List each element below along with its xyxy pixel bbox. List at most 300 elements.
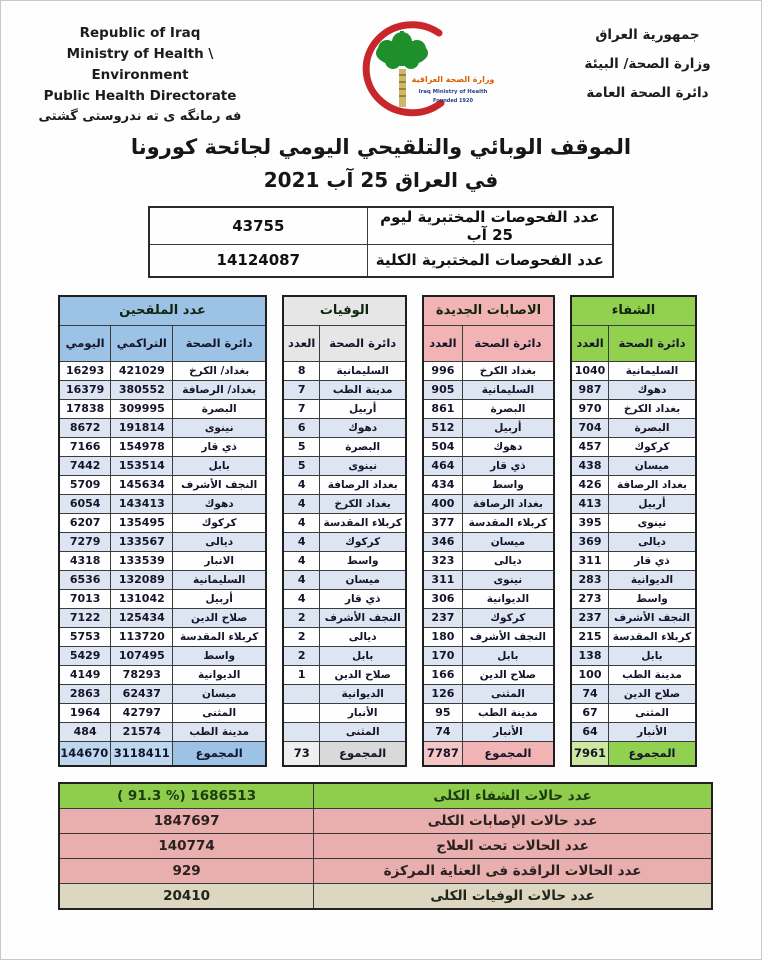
column-header: اليومي [59, 325, 111, 361]
directorate-cell: بغداد الكرخ [320, 494, 406, 513]
table-row [283, 722, 406, 741]
summary-value: 140774 [59, 833, 314, 858]
directorate-cell: ديالى [173, 532, 266, 551]
table-row [59, 703, 266, 722]
table-row [423, 589, 554, 608]
table-row [59, 570, 266, 589]
table-row [423, 437, 554, 456]
value-cell: 237 [423, 608, 462, 627]
value-cell: 369 [571, 532, 609, 551]
directorate-cell: بغداد الكرخ [462, 361, 554, 380]
value-cell: 42797 [111, 703, 173, 722]
directorate-cell: بابل [320, 646, 406, 665]
value-cell: 7442 [59, 456, 111, 475]
summary-value: ( 91.3 %) 1686513 [59, 783, 314, 809]
tests-value: 43755 [149, 207, 367, 245]
value-cell: 323 [423, 551, 462, 570]
table-row [283, 475, 406, 494]
table-row [283, 684, 406, 703]
total-label: المجموع [609, 741, 697, 766]
directorate-cell: بغداد الرصافة [320, 475, 406, 494]
directorate-cell: ديالى [320, 627, 406, 646]
value-cell: 135495 [111, 513, 173, 532]
table-row [59, 494, 266, 513]
directorate-cell: أربيل [173, 589, 266, 608]
directorate-cell: كركوك [173, 513, 266, 532]
table-row [423, 456, 554, 475]
directorate-cell: كركوك [462, 608, 554, 627]
table-row [423, 475, 554, 494]
total-row [59, 741, 266, 766]
total-row [423, 741, 554, 766]
table-row [571, 380, 696, 399]
summary-value: 20410 [59, 883, 314, 909]
value-cell: 426 [571, 475, 609, 494]
value-cell: 413 [571, 494, 609, 513]
value-cell: 5 [283, 437, 320, 456]
directorate-cell: كركوك [609, 437, 697, 456]
directorate-cell: النجف الأشرف [462, 627, 554, 646]
directorate-cell: ديالى [609, 532, 697, 551]
column-header: العدد [283, 325, 320, 361]
value-cell: 421029 [111, 361, 173, 380]
value-cell: 125434 [111, 608, 173, 627]
table-row [423, 627, 554, 646]
directorate-cell: كربلاء المقدسة [462, 513, 554, 532]
total-value: 73 [283, 741, 320, 766]
table-row [423, 665, 554, 684]
value-cell: 905 [423, 380, 462, 399]
directorate-cell: بابل [173, 456, 266, 475]
directorate-cell: كربلاء المقدسة [173, 627, 266, 646]
value-cell: 126 [423, 684, 462, 703]
header-english-line: Public Health Directorate [43, 87, 237, 104]
directorate-cell: كربلاء المقدسة [609, 627, 697, 646]
value-cell: 153514 [111, 456, 173, 475]
recovery-table-container [570, 295, 697, 767]
directorate-cell: الأنبار [320, 703, 406, 722]
table-row [283, 532, 406, 551]
value-cell: 7279 [59, 532, 111, 551]
table-row [571, 399, 696, 418]
directorate-cell: الانبار [173, 551, 266, 570]
value-cell: 100 [571, 665, 609, 684]
directorate-cell: صلاح الدين [320, 665, 406, 684]
value-cell: 4 [283, 532, 320, 551]
value-cell: 154978 [111, 437, 173, 456]
directorate-cell: ميسان [462, 532, 554, 551]
column-header: دائرة الصحة [462, 325, 554, 361]
table-row [571, 646, 696, 665]
summary-label: عدد الحالات الراقدة فى العناية المركزة [314, 858, 712, 883]
directorate-cell: واسط [320, 551, 406, 570]
report-title [1, 135, 761, 192]
logo-english-caption: Iraq Ministry of Health [418, 89, 487, 95]
table-row [571, 684, 696, 703]
table-row [283, 418, 406, 437]
value-cell: 166 [423, 665, 462, 684]
summary-row [59, 783, 712, 809]
column-header: العدد [571, 325, 609, 361]
header-arabic-line: جمهورية العراق [595, 27, 700, 43]
directorate-cell: أربيل [320, 399, 406, 418]
value-cell: 7 [283, 399, 320, 418]
value-cell: 143413 [111, 494, 173, 513]
directorate-cell: الأنبار [462, 722, 554, 741]
lab-tests-table [148, 206, 614, 278]
value-cell: 512 [423, 418, 462, 437]
value-cell: 4 [283, 513, 320, 532]
table-row [571, 475, 696, 494]
summary-body [59, 783, 712, 909]
table-row [571, 361, 696, 380]
column-header: العدد [423, 325, 462, 361]
table-row [283, 608, 406, 627]
summary-row [59, 808, 712, 833]
summary-value: 1847697 [59, 808, 314, 833]
value-cell: 6054 [59, 494, 111, 513]
value-cell: 7 [283, 380, 320, 399]
directorate-cell: كركوك [320, 532, 406, 551]
value-cell: 400 [423, 494, 462, 513]
table-row [283, 513, 406, 532]
total-value: 7961 [571, 741, 609, 766]
palm-tree-icon [376, 31, 428, 107]
directorate-cell: المثنى [320, 722, 406, 741]
value-cell: 5709 [59, 475, 111, 494]
directorate-cell: مدينة الطب [609, 665, 697, 684]
directorate-cell: الديوانية [462, 589, 554, 608]
table-row [423, 646, 554, 665]
moh-logo-graphic [327, 17, 497, 121]
table-row [59, 646, 266, 665]
value-cell: 8672 [59, 418, 111, 437]
total-value: 3118411 [111, 741, 173, 766]
directorate-cell: ذي قار [462, 456, 554, 475]
infections-table [422, 295, 555, 767]
value-cell: 113720 [111, 627, 173, 646]
table-title: الاصابات الجديدة [423, 296, 554, 326]
value-cell: 309995 [111, 399, 173, 418]
directorate-cell: صلاح الدين [173, 608, 266, 627]
table-row [571, 589, 696, 608]
directorate-cell: المثنى [609, 703, 697, 722]
directorate-cell: البصرة [462, 399, 554, 418]
value-cell: 133539 [111, 551, 173, 570]
value-cell: 434 [423, 475, 462, 494]
value-cell: 4 [283, 551, 320, 570]
table-row [59, 513, 266, 532]
header-english-block [17, 23, 263, 127]
table-row [423, 361, 554, 380]
value-cell: 970 [571, 399, 609, 418]
lab-tests-body [149, 207, 613, 277]
directorate-cell: نينوى [609, 513, 697, 532]
table-row [571, 570, 696, 589]
tests-label: عدد الفحوصات المختبرية الكلية [367, 244, 613, 277]
table-row [283, 665, 406, 684]
value-cell: 377 [423, 513, 462, 532]
value-cell: 78293 [111, 665, 173, 684]
value-cell: 1964 [59, 703, 111, 722]
table-row [283, 646, 406, 665]
value-cell: 4 [283, 475, 320, 494]
value-cell: 4149 [59, 665, 111, 684]
column-header: دائرة الصحة [320, 325, 406, 361]
value-cell: 306 [423, 589, 462, 608]
value-cell: 5429 [59, 646, 111, 665]
table-row [423, 570, 554, 589]
header-kurdish-line: فه رمانگه ى ته ندروستى گشتى [38, 108, 242, 124]
table-row [571, 513, 696, 532]
value-cell: 95 [423, 703, 462, 722]
table-row [59, 684, 266, 703]
value-cell: 5 [283, 456, 320, 475]
total-label: المجموع [173, 741, 266, 766]
value-cell: 74 [423, 722, 462, 741]
directorate-cell: ميسان [609, 456, 697, 475]
directorate-cell: السليمانية [173, 570, 266, 589]
total-value: 7787 [423, 741, 462, 766]
directorate-cell: المثنى [462, 684, 554, 703]
directorate-cell: نينوى [320, 456, 406, 475]
column-header: دائرة الصحة [173, 325, 266, 361]
deaths-table-container [282, 295, 407, 767]
value-cell: 16293 [59, 361, 111, 380]
value-cell: 311 [571, 551, 609, 570]
value-cell [283, 703, 320, 722]
table-row [283, 589, 406, 608]
value-cell: 7013 [59, 589, 111, 608]
value-cell: 457 [571, 437, 609, 456]
value-cell [283, 722, 320, 741]
value-cell: 4 [283, 589, 320, 608]
value-cell: 1 [283, 665, 320, 684]
summary-value: 929 [59, 858, 314, 883]
statistics-tables-row [1, 295, 761, 767]
table-row [283, 551, 406, 570]
table-row [423, 494, 554, 513]
value-cell: 133567 [111, 532, 173, 551]
value-cell: 5753 [59, 627, 111, 646]
table-row [59, 722, 266, 741]
directorate-cell: بابل [609, 646, 697, 665]
directorate-cell: دهوك [609, 380, 697, 399]
table-row [59, 589, 266, 608]
table-row [571, 722, 696, 741]
header-english-line: Ministry of Health \ Environment [66, 45, 214, 83]
table-row [423, 399, 554, 418]
directorate-cell: الديوانية [173, 665, 266, 684]
table-row [59, 627, 266, 646]
deaths-table [282, 295, 407, 767]
table-row [283, 399, 406, 418]
value-cell: 145634 [111, 475, 173, 494]
directorate-cell: المثنى [173, 703, 266, 722]
directorate-cell: كربلاء المقدسة [320, 513, 406, 532]
table-row [423, 722, 554, 741]
value-cell: 16379 [59, 380, 111, 399]
value-cell: 2 [283, 646, 320, 665]
directorate-cell: صلاح الدين [462, 665, 554, 684]
directorate-cell: البصرة [609, 418, 697, 437]
table-title: عدد الملقحين [59, 296, 266, 326]
table-row [423, 684, 554, 703]
value-cell: 987 [571, 380, 609, 399]
directorate-cell: دهوك [462, 437, 554, 456]
value-cell: 1040 [571, 361, 609, 380]
table-row [423, 532, 554, 551]
report-title-line1: الموقف الوبائي والتلقيحي اليومي لجائحة كورونا [130, 134, 632, 159]
value-cell: 131042 [111, 589, 173, 608]
directorate-cell: النجف الأشرف [173, 475, 266, 494]
value-cell: 504 [423, 437, 462, 456]
table-row [571, 551, 696, 570]
directorate-cell: النجف الأشرف [609, 608, 697, 627]
directorate-cell: واسط [462, 475, 554, 494]
value-cell: 180 [423, 627, 462, 646]
table-row [283, 627, 406, 646]
value-cell: 7166 [59, 437, 111, 456]
value-cell: 8 [283, 361, 320, 380]
table-row [59, 665, 266, 684]
header-arabic-line: وزارة الصحة/ البيئة [584, 56, 711, 73]
directorate-cell: مدينة الطب [462, 703, 554, 722]
table-row [59, 608, 266, 627]
tests-row [149, 207, 613, 245]
directorate-cell: مدينة الطب [320, 380, 406, 399]
value-cell: 273 [571, 589, 609, 608]
value-cell: 438 [571, 456, 609, 475]
value-cell: 138 [571, 646, 609, 665]
value-cell: 380552 [111, 380, 173, 399]
value-cell [283, 684, 320, 703]
table-row [59, 475, 266, 494]
directorate-cell: ذي قار [173, 437, 266, 456]
summary-row [59, 883, 712, 909]
directorate-cell: أربيل [462, 418, 554, 437]
value-cell: 861 [423, 399, 462, 418]
recovery-table [570, 295, 697, 767]
summary-label: عدد حالات الشفاء الكلى [314, 783, 712, 809]
value-cell: 704 [571, 418, 609, 437]
table-row [59, 532, 266, 551]
table-row [423, 703, 554, 722]
directorate-cell: البصرة [173, 399, 266, 418]
value-cell: 2 [283, 608, 320, 627]
directorate-cell: الديوانية [609, 570, 697, 589]
value-cell: 2863 [59, 684, 111, 703]
table-row [283, 456, 406, 475]
table-row [423, 608, 554, 627]
directorate-cell: ذي قار [320, 589, 406, 608]
summary-label: عدد الحالات تحت العلاج [314, 833, 712, 858]
table-row [59, 437, 266, 456]
total-label: المجموع [462, 741, 554, 766]
table-row [571, 494, 696, 513]
header-english-line: Republic of Iraq [79, 25, 201, 41]
tests-label: عدد الفحوصات المختبرية ليوم 25 آب [367, 207, 613, 245]
directorate-cell: أربيل [609, 494, 697, 513]
report-header [1, 1, 761, 127]
table-row [283, 494, 406, 513]
directorate-cell: السليمانية [320, 361, 406, 380]
value-cell: 311 [423, 570, 462, 589]
directorate-cell: الديوانية [320, 684, 406, 703]
value-cell: 74 [571, 684, 609, 703]
total-label: المجموع [320, 741, 406, 766]
table-row [283, 380, 406, 399]
directorate-cell: واسط [609, 589, 697, 608]
directorate-cell: البصرة [320, 437, 406, 456]
value-cell: 464 [423, 456, 462, 475]
directorate-cell: السليمانية [462, 380, 554, 399]
vaccinated-table [58, 295, 267, 767]
summary-label: عدد حالات الوفيات الكلى [314, 883, 712, 909]
table-row [283, 437, 406, 456]
value-cell: 283 [571, 570, 609, 589]
value-cell: 191814 [111, 418, 173, 437]
directorate-cell: السليمانية [609, 361, 697, 380]
value-cell: 2 [283, 627, 320, 646]
table-title: الشفاء [571, 296, 696, 326]
value-cell: 237 [571, 608, 609, 627]
directorate-cell: ذي قار [609, 551, 697, 570]
summary-row [59, 858, 712, 883]
table-row [571, 703, 696, 722]
total-row [283, 741, 406, 766]
column-header: التراكمي [111, 325, 173, 361]
directorate-cell: النجف الأشرف [320, 608, 406, 627]
table-row [423, 551, 554, 570]
value-cell: 6 [283, 418, 320, 437]
value-cell: 67 [571, 703, 609, 722]
table-row [59, 551, 266, 570]
directorate-cell: نينوى [173, 418, 266, 437]
directorate-cell: واسط [173, 646, 266, 665]
header-arabic-block [560, 21, 735, 108]
value-cell: 7122 [59, 608, 111, 627]
report-title-line2: في العراق 25 آب 2021 [263, 167, 499, 192]
vaccinated-table-container [58, 295, 267, 767]
value-cell: 484 [59, 722, 111, 741]
directorate-cell: بغداد الكرخ [609, 399, 697, 418]
value-cell: 4 [283, 570, 320, 589]
table-row [571, 665, 696, 684]
value-cell: 21574 [111, 722, 173, 741]
value-cell: 215 [571, 627, 609, 646]
logo-arabic-caption: وزارة الصحة العراقية [411, 75, 494, 84]
value-cell: 996 [423, 361, 462, 380]
moh-logo [327, 17, 497, 121]
directorate-cell: الأنبار [609, 722, 697, 741]
table-row [423, 418, 554, 437]
table-row [423, 513, 554, 532]
table-row [571, 608, 696, 627]
directorate-cell: نينوى [462, 570, 554, 589]
directorate-cell: بغداد/ الكرخ [173, 361, 266, 380]
table-row [571, 418, 696, 437]
directorate-cell: ميسان [320, 570, 406, 589]
value-cell: 4 [283, 494, 320, 513]
directorate-cell: صلاح الدين [609, 684, 697, 703]
value-cell: 395 [571, 513, 609, 532]
value-cell: 107495 [111, 646, 173, 665]
value-cell: 64 [571, 722, 609, 741]
total-value: 144670 [59, 741, 111, 766]
table-row [283, 570, 406, 589]
header-arabic-line: دائرة الصحة العامة [586, 85, 709, 102]
